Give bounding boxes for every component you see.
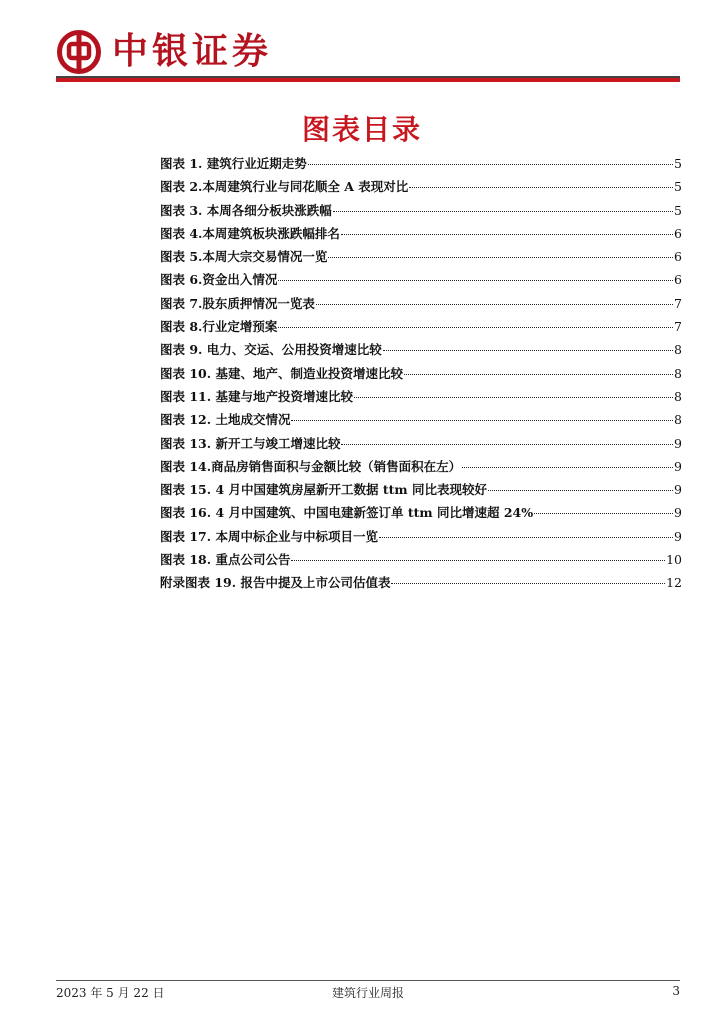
toc-entry[interactable] [160,294,682,317]
toc-entry-page[interactable]: 12 [666,575,682,591]
toc-entry-page[interactable]: 9 [674,505,682,521]
toc-entry-label[interactable]: 图表 8.行业定增预案 [160,319,278,335]
toc-entry-page[interactable]: 8 [674,365,682,381]
toc-entry[interactable] [160,434,682,457]
toc-dot-leader [391,571,665,585]
toc-entry-page[interactable]: 10 [666,552,682,568]
toc-entry[interactable] [160,550,682,573]
toc-entry-label[interactable]: 图表 3. 本周各细分板块涨跌幅 [160,202,332,218]
toc-entry[interactable] [160,573,682,596]
toc-dot-leader [308,152,673,166]
toc-dot-leader [383,338,673,352]
toc-dot-leader [534,501,673,515]
toc-entry-page[interactable]: 6 [674,249,682,265]
toc-entry-label[interactable]: 图表 7.股东质押情况一览表 [160,295,315,311]
footer-date: 2023 年 5 月 22 日 [56,986,165,1000]
toc-entry-page[interactable]: 9 [674,435,682,451]
brand-name: 中银证券 [112,31,273,72]
toc-entry[interactable] [160,247,682,270]
toc-entry-label[interactable]: 图表 14.商品房销售面积与金额比较（销售面积在左） [160,458,462,474]
toc-dot-leader [333,198,673,212]
footer-rule [56,980,680,981]
toc-entry-page[interactable]: 7 [674,319,682,335]
toc-entry-label[interactable]: 图表 5.本周大宗交易情况一览 [160,249,328,265]
toc-dot-leader [354,384,673,398]
toc-entry-page[interactable]: 7 [674,295,682,311]
toc-entry[interactable] [160,387,682,410]
toc-entry[interactable] [160,340,682,363]
toc-entry-label[interactable]: 图表 15. 4 月中国建筑房屋新开工数据 ttm 同比表现较好 [160,482,487,498]
footer-page-number: 3 [672,984,680,998]
toc-entry-page[interactable]: 8 [674,388,682,404]
toc-dot-leader [341,221,673,235]
toc-entry-label[interactable]: 图表 11. 基建与地产投资增速比较 [160,388,353,404]
toc-dot-leader [488,478,673,492]
toc-entry-label[interactable]: 图表 17. 本周中标企业与中标项目一览 [160,528,378,544]
toc-entry-label[interactable]: 图表 4.本周建筑板块涨跌幅排名 [160,225,340,241]
toc-entry-page[interactable]: 9 [674,458,682,474]
toc-dot-leader [316,291,673,305]
toc-dot-leader [278,268,673,282]
toc-entry[interactable] [160,154,682,177]
toc-entry[interactable] [160,317,682,340]
toc-entry-page[interactable]: 6 [674,225,682,241]
toc-entry-page[interactable]: 9 [674,482,682,498]
toc-entry-label[interactable]: 附录图表 19. 报告中提及上市公司估值表 [160,575,391,591]
toc-entry-page[interactable]: 8 [674,342,682,358]
toc-entry[interactable] [160,527,682,550]
toc-dot-leader [462,454,673,468]
toc-entry-page[interactable]: 5 [674,202,682,218]
toc-dot-leader [278,315,673,329]
toc-dot-leader [328,245,673,259]
toc-entry[interactable] [160,270,682,293]
toc-entry-label[interactable]: 图表 9. 电力、交运、公用投资增速比较 [160,342,382,358]
toc-dot-leader [291,408,673,422]
bank-of-china-logo-icon [56,29,102,75]
toc-entry[interactable] [160,457,682,480]
toc-entry-label[interactable]: 图表 18. 重点公司公告 [160,552,291,568]
toc-entry-page[interactable]: 5 [674,179,682,195]
toc-entry-label[interactable]: 图表 13. 新开工与竣工增速比较 [160,435,341,451]
toc-entry-label[interactable]: 图表 1. 建筑行业近期走势 [160,156,307,171]
toc-entry-page[interactable]: 5 [674,156,682,171]
toc-entry[interactable] [160,177,682,200]
toc-entry-page[interactable]: 8 [674,412,682,428]
toc-entry[interactable] [160,201,682,224]
toc-entry[interactable] [160,224,682,247]
toc-entry[interactable] [160,480,682,503]
table-of-contents [160,154,682,597]
toc-dot-leader [341,431,673,445]
toc-entry-page[interactable]: 6 [674,272,682,288]
toc-dot-leader [409,175,673,189]
toc-entry-label[interactable]: 图表 2.本周建筑行业与同花顺全 A 表现对比 [160,179,409,195]
toc-dot-leader [291,548,665,562]
toc-title: 图表目录 [301,113,422,146]
toc-dot-leader [379,524,673,538]
header [56,28,272,76]
toc-entry-label[interactable]: 图表 6.资金出入情况 [160,272,278,288]
toc-entry-page[interactable]: 9 [674,528,682,544]
toc-entry[interactable] [160,364,682,387]
toc-entry[interactable] [160,410,682,433]
header-red-rule [56,78,680,82]
toc-entry-label[interactable]: 图表 10. 基建、地产、制造业投资增速比较 [160,365,403,381]
toc-entry[interactable] [160,503,682,526]
footer-report-name: 建筑行业周报 [331,986,404,1000]
toc-entry-label[interactable]: 图表 16. 4 月中国建筑、中国电建新签订单 ttm 同比增速超 24% [160,505,534,521]
toc-entry-label[interactable]: 图表 12. 土地成交情况 [160,412,291,428]
toc-dot-leader [404,361,673,375]
